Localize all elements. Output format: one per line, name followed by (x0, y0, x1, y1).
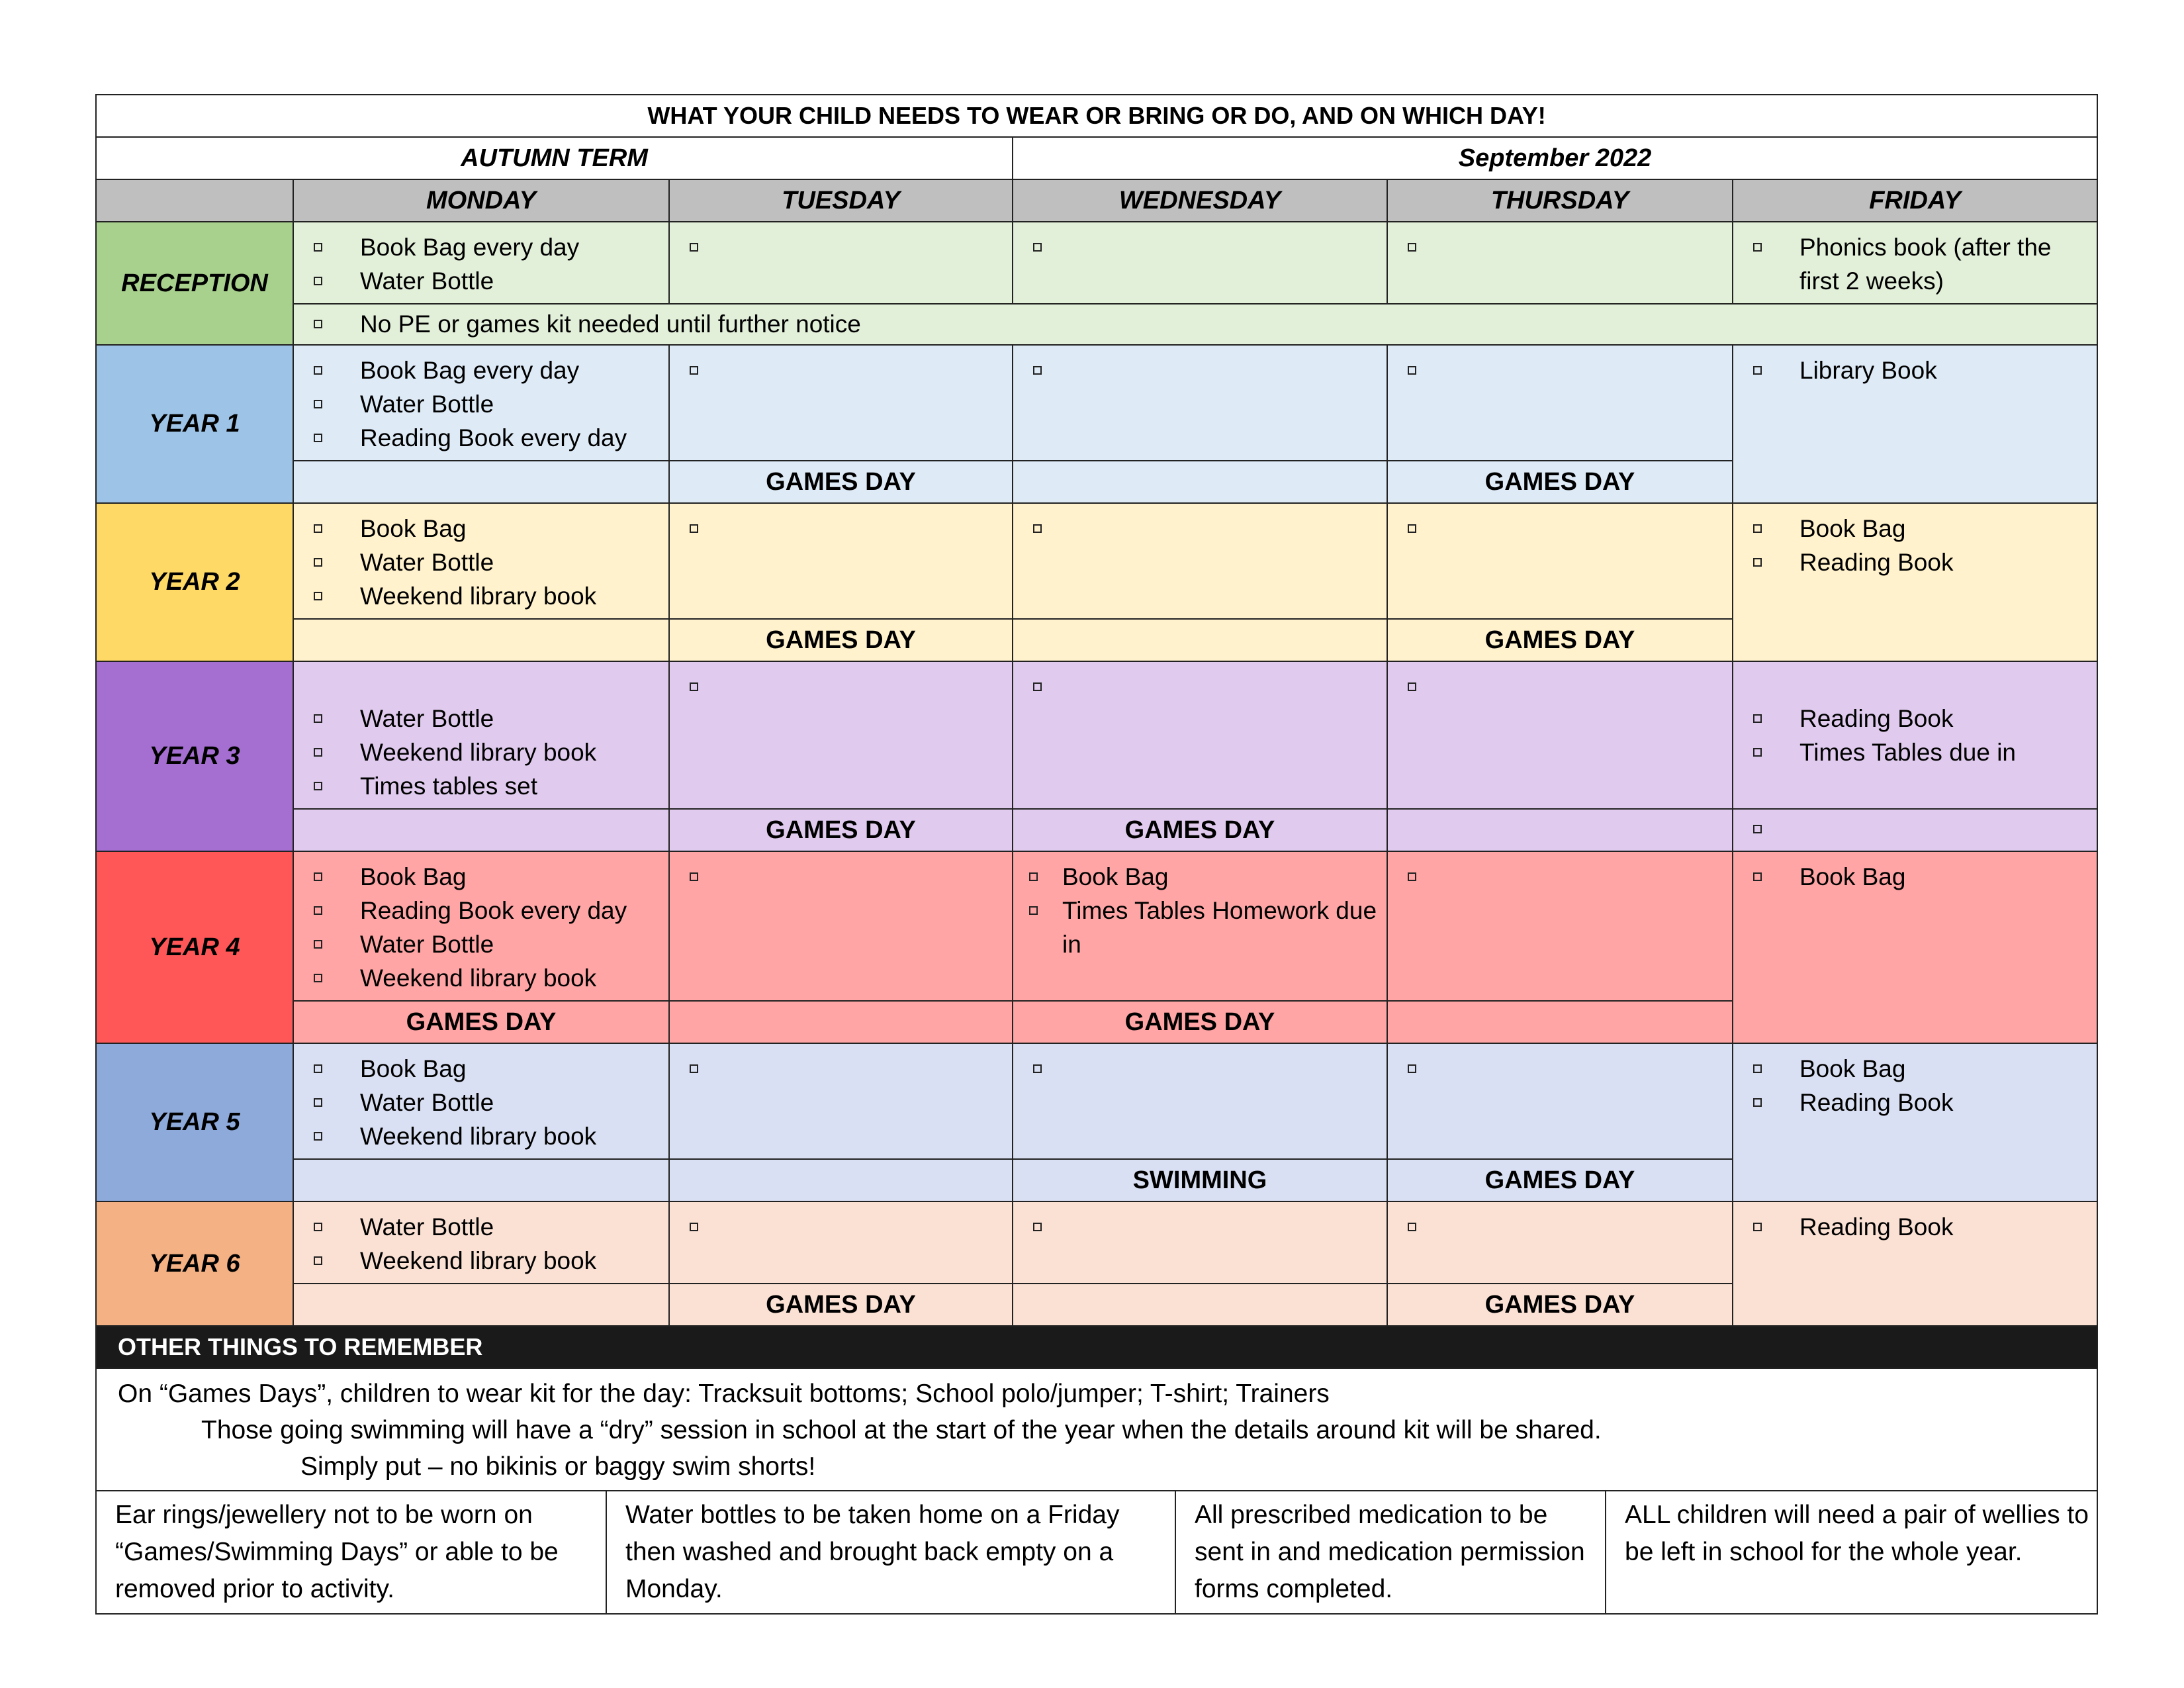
games-day-label: GAMES DAY (669, 1284, 1013, 1326)
reception-friday (1733, 222, 2097, 304)
note-water-bottles: Water bottles to be taken home on a Friday then washed and brought back empty on a Monday. (606, 1491, 1175, 1613)
row-label-year-1: YEAR 1 (96, 345, 293, 503)
year2-friday (1733, 503, 2097, 661)
day-header-wednesday: WEDNESDAY (1013, 179, 1387, 222)
list-item: Book Bag (1751, 860, 2090, 894)
list-item: Book Bag (311, 512, 662, 545)
notes-row (96, 1491, 2097, 1614)
year6-friday (1733, 1201, 2097, 1326)
games-day-label: GAMES DAY (669, 619, 1013, 661)
year1-thursday (1387, 345, 1733, 461)
row-label-reception: RECEPTION (96, 222, 293, 345)
day-header-friday: FRIDAY (1733, 179, 2097, 222)
corner-cell (96, 179, 293, 222)
games-day-label: GAMES DAY (669, 809, 1013, 851)
games-day-label: GAMES DAY (669, 461, 1013, 503)
row-label-year-2: YEAR 2 (96, 503, 293, 661)
list-item: Book Bag (1751, 512, 2090, 545)
list-item: Reading Book (1751, 1086, 2090, 1119)
year4-tuesday (669, 851, 1013, 1001)
list-item: Water Bottle (311, 702, 662, 735)
year1-monday (293, 345, 669, 461)
day-header-thursday: THURSDAY (1387, 179, 1733, 222)
year1-wednesday (1013, 345, 1387, 461)
year2-wednesday (1013, 503, 1387, 619)
list-item: Times Tables Homework due in (1026, 894, 1380, 961)
reception-wednesday (1013, 222, 1387, 304)
remember-line: Those going swimming will have a “dry” session in school at the start of the year when the details around kit will be shared. (201, 1416, 1602, 1444)
reception-monday (293, 222, 669, 304)
year4-wednesday (1013, 851, 1387, 1001)
document-title: WHAT YOUR CHILD NEEDS TO WEAR OR BRING OR DO, AND ON WHICH DAY! (96, 95, 2097, 137)
year6-monday (293, 1201, 669, 1284)
year2-monday (293, 503, 669, 619)
year3-friday-extra (1733, 809, 2097, 851)
list-item: Weekend library book (311, 1119, 662, 1153)
note-medication: All prescribed medication to be sent in and medication permission forms completed. (1175, 1491, 1606, 1613)
date-label: September 2022 (1013, 137, 2097, 179)
year5-wednesday (1013, 1043, 1387, 1159)
games-day-label: GAMES DAY (1387, 619, 1733, 661)
year5-friday (1733, 1043, 2097, 1201)
list-item: Weekend library book (311, 1244, 662, 1278)
row-label-year-4: YEAR 4 (96, 851, 293, 1043)
year5-thursday (1387, 1043, 1733, 1159)
year4-monday (293, 851, 669, 1001)
games-day-label: GAMES DAY (1013, 1001, 1387, 1043)
list-item: Water Bottle (311, 264, 662, 298)
year6-wednesday (1013, 1201, 1387, 1284)
year3-tuesday (669, 661, 1013, 809)
note-wellies: ALL children will need a pair of wellies to be left in school for the whole year. (1625, 1501, 2089, 1566)
day-header-tuesday: TUESDAY (669, 179, 1013, 222)
list-item: Reading Book (1751, 1210, 2090, 1244)
list-item: Reading Book (1751, 702, 2090, 735)
list-item: Times Tables due in (1751, 735, 2090, 769)
list-item: Book Bag every day (311, 353, 662, 387)
year6-thursday (1387, 1201, 1733, 1284)
list-item: Library Book (1751, 353, 2090, 387)
year4-friday (1733, 851, 2097, 1043)
list-item: Phonics book (after the first 2 weeks) (1751, 230, 2090, 298)
remember-body (96, 1368, 2097, 1491)
list-item: Reading Book every day (311, 894, 662, 927)
list-item: Book Bag every day (311, 230, 662, 264)
term-label: AUTUMN TERM (96, 137, 1013, 179)
year3-wednesday (1013, 661, 1387, 809)
year3-monday (293, 661, 669, 809)
year1-friday (1733, 345, 2097, 503)
games-day-label: GAMES DAY (1387, 1159, 1733, 1201)
year3-friday (1733, 661, 2097, 809)
list-item: Reading Book (1751, 545, 2090, 579)
day-header-monday: MONDAY (293, 179, 669, 222)
games-day-label: GAMES DAY (1013, 809, 1387, 851)
games-day-label: GAMES DAY (293, 1001, 669, 1043)
row-label-year-3: YEAR 3 (96, 661, 293, 851)
year2-tuesday (669, 503, 1013, 619)
list-item: Book Bag (311, 1052, 662, 1086)
list-item: Times tables set (311, 769, 662, 803)
note-jewellery: Ear rings/jewellery not to be worn on “Games/Swimming Days” or able to be removed prior to activity. (97, 1491, 606, 1613)
list-item: Water Bottle (311, 387, 662, 421)
list-item: Weekend library book (311, 735, 662, 769)
swimming-label: SWIMMING (1013, 1159, 1387, 1201)
remember-line: Simply put – no bikinis or baggy swim shorts! (300, 1452, 816, 1481)
list-item: Book Bag (1026, 860, 1380, 894)
year1-tuesday (669, 345, 1013, 461)
year4-thursday (1387, 851, 1733, 1001)
year3-thursday (1387, 661, 1733, 809)
list-item: No PE or games kit needed until further notice (311, 307, 2090, 341)
remember-heading: OTHER THINGS TO REMEMBER (96, 1326, 2097, 1368)
year6-tuesday (669, 1201, 1013, 1284)
list-item: Book Bag (311, 860, 662, 894)
schedule-table (95, 94, 2098, 1615)
games-day-label: GAMES DAY (1387, 461, 1733, 503)
games-day-label: GAMES DAY (1387, 1284, 1733, 1326)
list-item: Book Bag (1751, 1052, 2090, 1086)
year5-monday (293, 1043, 669, 1159)
list-item: Water Bottle (311, 927, 662, 961)
notes-table (97, 1491, 2098, 1613)
reception-note (293, 304, 2097, 345)
year2-thursday (1387, 503, 1733, 619)
row-label-year-6: YEAR 6 (96, 1201, 293, 1326)
list-item: Water Bottle (311, 1210, 662, 1244)
remember-line: On “Games Days”, children to wear kit for the day: Tracksuit bottoms; School polo/jumper; T-shirt; Trainers (118, 1380, 1330, 1408)
list-item: Weekend library book (311, 961, 662, 995)
list-item: Water Bottle (311, 545, 662, 579)
list-item: Weekend library book (311, 579, 662, 613)
year5-tuesday (669, 1043, 1013, 1159)
reception-tuesday (669, 222, 1013, 304)
row-label-year-5: YEAR 5 (96, 1043, 293, 1201)
list-item: Reading Book every day (311, 421, 662, 455)
reception-thursday (1387, 222, 1733, 304)
list-item: Water Bottle (311, 1086, 662, 1119)
